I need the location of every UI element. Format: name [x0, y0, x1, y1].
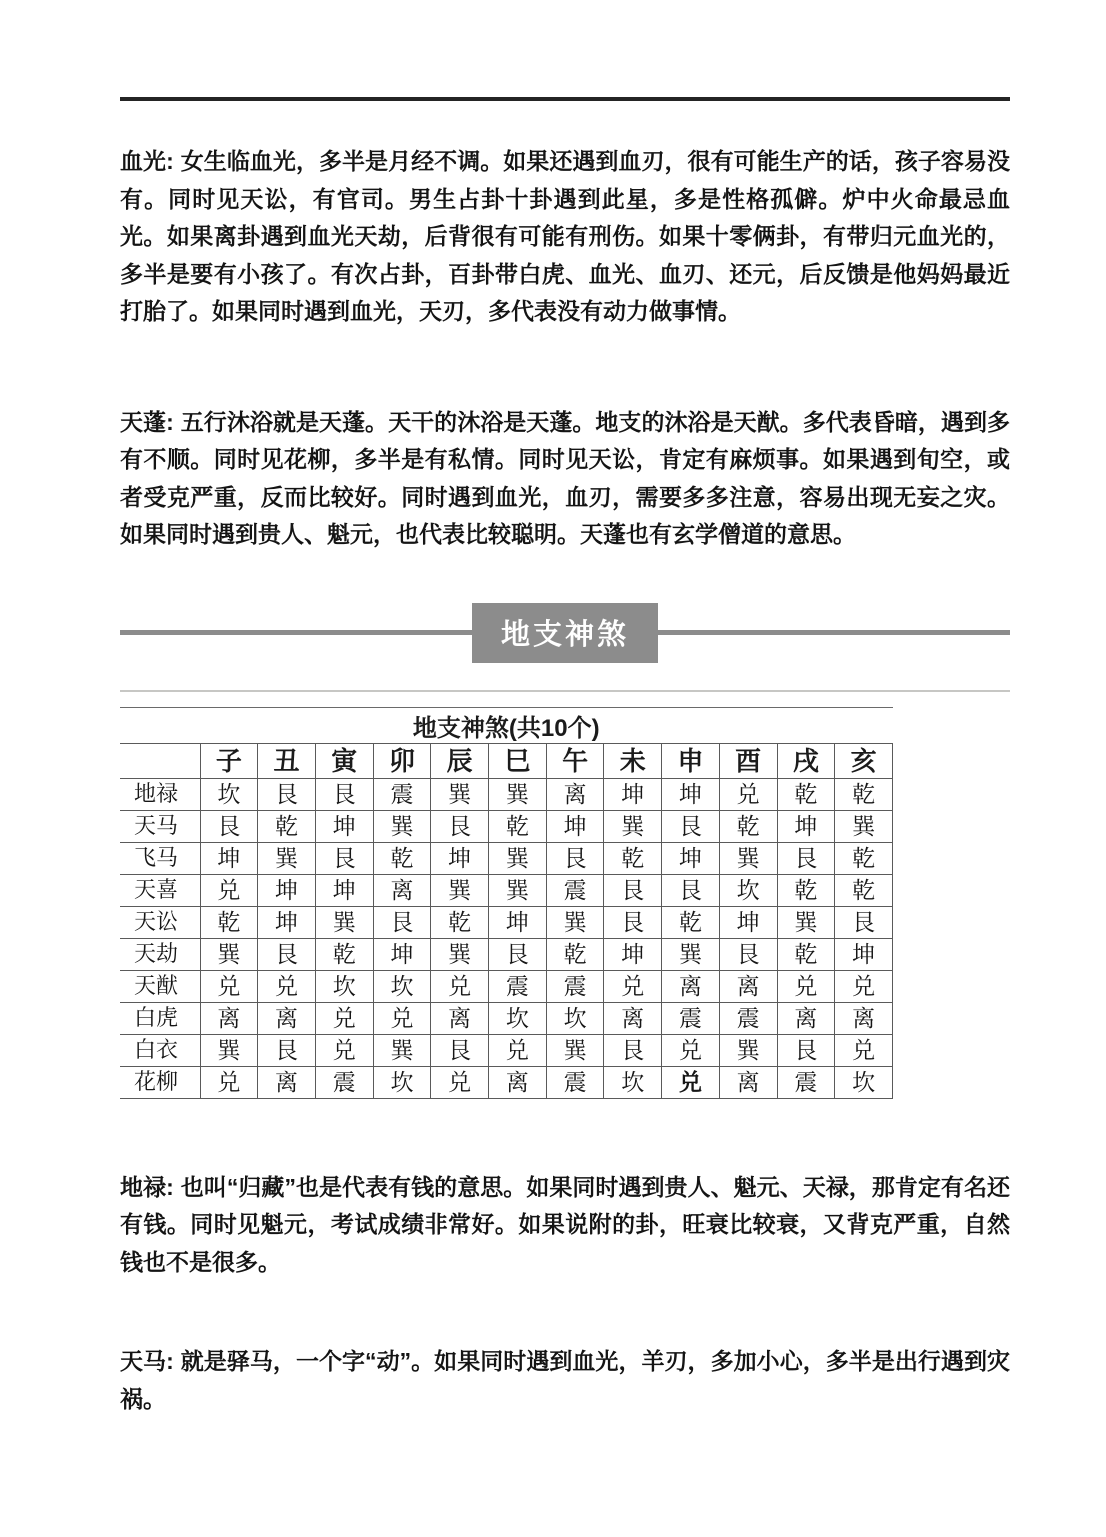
table-cell: 乾	[315, 938, 373, 970]
table-cell: 兑	[315, 1002, 373, 1034]
column-header-10: 戌	[777, 743, 835, 778]
paragraph-xueguang-text: 女生临血光，多半是月经不调。如果还遇到血刃，很有可能生产的话，孩子容易没有。同时见天讼，有官司。男生占卦十卦遇到此星，多是性格孤僻。炉中火命最忌血光。如果离卦遇到血光天劫，后背很有可能有刑伤。如果十零俩卦，有带归元血光的，多半是要有小孩了。有次占卦，百卦带白虎、血光、血刃、还元，后反馈是他妈妈最近打胎了。如果同时遇到血光，天刃，多代表没有动力做事情。	[120, 148, 1010, 324]
table-cell: 兑	[662, 1034, 720, 1066]
table-cell: 艮	[431, 1034, 489, 1066]
table-cell: 兑	[835, 970, 893, 1002]
table-cell: 巽	[662, 938, 720, 970]
table-cell: 巽	[546, 906, 604, 938]
table-cell: 坎	[315, 970, 373, 1002]
table-cell: 艮	[546, 842, 604, 874]
table-cell: 坤	[489, 906, 547, 938]
table-cell: 乾	[662, 906, 720, 938]
column-header-1: 丑	[258, 743, 316, 778]
table-cell: 坤	[373, 938, 431, 970]
table-row	[120, 938, 893, 970]
table-cell: 兑	[200, 1066, 258, 1098]
table-cell: 离	[489, 1066, 547, 1098]
table-row	[120, 906, 893, 938]
table-cell: 巽	[200, 1034, 258, 1066]
table-cell: 兑	[258, 970, 316, 1002]
column-header-3: 卯	[373, 743, 431, 778]
table-cell: 坤	[662, 842, 720, 874]
table-cell: 巽	[835, 810, 893, 842]
table-cell: 离	[431, 1002, 489, 1034]
column-header-0: 子	[200, 743, 258, 778]
table-cell: 离	[719, 1066, 777, 1098]
table-cell: 离	[835, 1002, 893, 1034]
table-cell: 乾	[604, 842, 662, 874]
paragraph-tianma-text: 就是驿马，一个字“动”。如果同时遇到血光，羊刃，多加小心，多半是出行遇到灾祸。	[120, 1348, 1010, 1412]
table-cell: 震	[315, 1066, 373, 1098]
table-corner-cell	[120, 743, 200, 778]
table-cell: 坤	[604, 938, 662, 970]
table-row	[120, 970, 893, 1002]
row-label: 天猷	[120, 970, 200, 1002]
column-header-9: 酉	[719, 743, 777, 778]
table-cell: 坤	[604, 778, 662, 810]
table-cell: 艮	[373, 906, 431, 938]
table-cell: 震	[662, 1002, 720, 1034]
section-banner-label: 地支神煞	[500, 619, 629, 651]
table-cell: 坤	[777, 810, 835, 842]
table-cell: 坤	[315, 874, 373, 906]
table-body	[120, 778, 893, 1098]
table-cell: 兑	[489, 1034, 547, 1066]
term-tianpeng: 天蓬:	[120, 408, 174, 435]
term-xueguang: 血光:	[120, 148, 174, 174]
row-label: 地禄	[120, 778, 200, 810]
table-cell: 艮	[777, 842, 835, 874]
table-cell: 乾	[835, 874, 893, 906]
table-cell: 震	[489, 970, 547, 1002]
section-divider-row	[120, 603, 1010, 663]
table-cell: 艮	[258, 938, 316, 970]
table-cell: 艮	[604, 906, 662, 938]
table-cell: 兑	[604, 970, 662, 1002]
column-header-5: 巳	[489, 743, 547, 778]
table-cell: 兑	[777, 970, 835, 1002]
table-cell: 兑	[662, 1066, 720, 1098]
term-dilu: 地禄:	[120, 1173, 174, 1200]
table-cell: 艮	[719, 938, 777, 970]
row-label: 飞马	[120, 842, 200, 874]
table-cell: 巽	[489, 778, 547, 810]
table-cell: 离	[719, 970, 777, 1002]
branch-table	[120, 707, 893, 1099]
row-label: 天讼	[120, 906, 200, 938]
table-cell: 震	[373, 778, 431, 810]
table-cell: 艮	[604, 874, 662, 906]
table-cell: 坤	[200, 842, 258, 874]
paragraph-tianpeng-text: 五行沐浴就是天蓬。天干的沐浴是天蓬。地支的沐浴是天猷。多代表昏暗，遇到多有不顺。同时见花柳，多半是有私情。同时见天讼，肯定有麻烦事。如果遇到旬空，或者受克严重，反而比较好。同时遇到血光，血刃，需要多多注意，容易出现无妄之灾。如果同时遇到贵人、魁元，也代表比较聪明。天蓬也有玄学僧道的意思。	[120, 408, 1010, 547]
table-cell: 乾	[835, 842, 893, 874]
table-cell: 艮	[258, 778, 316, 810]
table-cell: 巽	[777, 906, 835, 938]
term-tianma: 天马:	[120, 1348, 174, 1374]
table-cell: 艮	[835, 906, 893, 938]
table-cell: 巽	[373, 810, 431, 842]
row-label: 天马	[120, 810, 200, 842]
table-cell: 艮	[315, 778, 373, 810]
paragraph-xueguang	[120, 143, 1010, 331]
column-header-8: 申	[662, 743, 720, 778]
paragraph-dilu	[120, 1169, 1010, 1282]
table-cell: 巽	[373, 1034, 431, 1066]
table-cell: 乾	[200, 906, 258, 938]
table-cell: 艮	[200, 810, 258, 842]
table-cell: 兑	[200, 874, 258, 906]
table-cell: 坤	[258, 906, 316, 938]
table-row	[120, 874, 893, 906]
table-cell: 乾	[546, 938, 604, 970]
table-cell: 巽	[604, 810, 662, 842]
table-cell: 艮	[777, 1034, 835, 1066]
table-cell: 艮	[315, 842, 373, 874]
table-cell: 巽	[200, 938, 258, 970]
top-divider	[120, 97, 1010, 101]
table-cell: 乾	[777, 938, 835, 970]
table-cell: 巽	[315, 906, 373, 938]
table-cell: 巽	[546, 1034, 604, 1066]
table-cell: 离	[373, 874, 431, 906]
table-cell: 艮	[489, 938, 547, 970]
table-cell: 坎	[546, 1002, 604, 1034]
table-title: 地支神煞(共10个)	[120, 707, 893, 743]
table-cell: 震	[546, 1066, 604, 1098]
column-header-2: 寅	[315, 743, 373, 778]
table-cell: 坤	[315, 810, 373, 842]
table-cell: 巽	[431, 874, 489, 906]
table-cell: 坎	[373, 970, 431, 1002]
table-cell: 坤	[719, 906, 777, 938]
table-cell: 巽	[431, 938, 489, 970]
table-cell: 坤	[546, 810, 604, 842]
table-cell: 艮	[431, 810, 489, 842]
row-label: 白衣	[120, 1034, 200, 1066]
row-label: 花柳	[120, 1066, 200, 1098]
divider-line-right	[658, 630, 1010, 635]
table-cell: 兑	[431, 1066, 489, 1098]
table-row	[120, 1002, 893, 1034]
table-cell: 巽	[431, 778, 489, 810]
table-cell: 离	[258, 1002, 316, 1034]
table-cell: 离	[200, 1002, 258, 1034]
paragraph-dilu-text: 也叫“归藏”也是代表有钱的意思。如果同时遇到贵人、魁元、天禄，那肯定有名还有钱。同时见魁元，考试成绩非常好。如果说附的卦，旺衰比较衰，又背克严重，自然钱也不是很多。	[120, 1173, 1010, 1275]
table-cell: 兑	[431, 970, 489, 1002]
table-cell: 艮	[662, 874, 720, 906]
document-page	[0, 97, 1106, 1418]
table-row	[120, 842, 893, 874]
table-cell: 巽	[489, 842, 547, 874]
table-cell: 坎	[489, 1002, 547, 1034]
table-cell: 坤	[662, 778, 720, 810]
table-cell: 震	[546, 970, 604, 1002]
table-title-row	[120, 707, 893, 743]
table-cell: 兑	[315, 1034, 373, 1066]
table-cell: 坤	[835, 938, 893, 970]
table-cell: 兑	[719, 778, 777, 810]
table-cell: 坎	[373, 1066, 431, 1098]
table-cell: 巽	[719, 842, 777, 874]
row-label: 白虎	[120, 1002, 200, 1034]
table-cell: 兑	[373, 1002, 431, 1034]
table-cell: 巽	[719, 1034, 777, 1066]
table-cell: 离	[604, 1002, 662, 1034]
table-cell: 离	[662, 970, 720, 1002]
column-header-7: 未	[604, 743, 662, 778]
table-row	[120, 810, 893, 842]
table-cell: 乾	[719, 810, 777, 842]
table-cell: 震	[719, 1002, 777, 1034]
table-cell: 坎	[200, 778, 258, 810]
table-row	[120, 1066, 893, 1098]
section-banner	[472, 603, 658, 663]
table-cell: 坎	[719, 874, 777, 906]
table-cell: 乾	[373, 842, 431, 874]
table-cell: 乾	[777, 778, 835, 810]
table-cell: 离	[258, 1066, 316, 1098]
table-cell: 乾	[777, 874, 835, 906]
table-header-row	[120, 743, 893, 778]
paragraph-tianpeng	[120, 404, 1010, 554]
column-header-11: 亥	[835, 743, 893, 778]
table-cell: 兑	[200, 970, 258, 1002]
table-top-line	[120, 690, 1010, 692]
table-cell: 乾	[489, 810, 547, 842]
table-cell: 震	[777, 1066, 835, 1098]
table-cell: 巽	[258, 842, 316, 874]
table-cell: 离	[777, 1002, 835, 1034]
table-cell: 乾	[835, 778, 893, 810]
table-cell: 艮	[258, 1034, 316, 1066]
table-cell: 坤	[431, 842, 489, 874]
table-cell: 艮	[662, 810, 720, 842]
table-cell: 坎	[835, 1066, 893, 1098]
column-header-6: 午	[546, 743, 604, 778]
table-cell: 乾	[431, 906, 489, 938]
table-row	[120, 1034, 893, 1066]
table-row	[120, 778, 893, 810]
table-cell: 兑	[835, 1034, 893, 1066]
table-cell: 坤	[258, 874, 316, 906]
row-label: 天喜	[120, 874, 200, 906]
table-cell: 乾	[258, 810, 316, 842]
table-cell: 巽	[489, 874, 547, 906]
table-cell: 震	[546, 874, 604, 906]
divider-line-left	[120, 630, 472, 635]
column-header-4: 辰	[431, 743, 489, 778]
paragraph-tianma	[120, 1343, 1010, 1418]
table-cell: 艮	[604, 1034, 662, 1066]
table-cell: 坎	[604, 1066, 662, 1098]
table-cell: 离	[546, 778, 604, 810]
row-label: 天劫	[120, 938, 200, 970]
